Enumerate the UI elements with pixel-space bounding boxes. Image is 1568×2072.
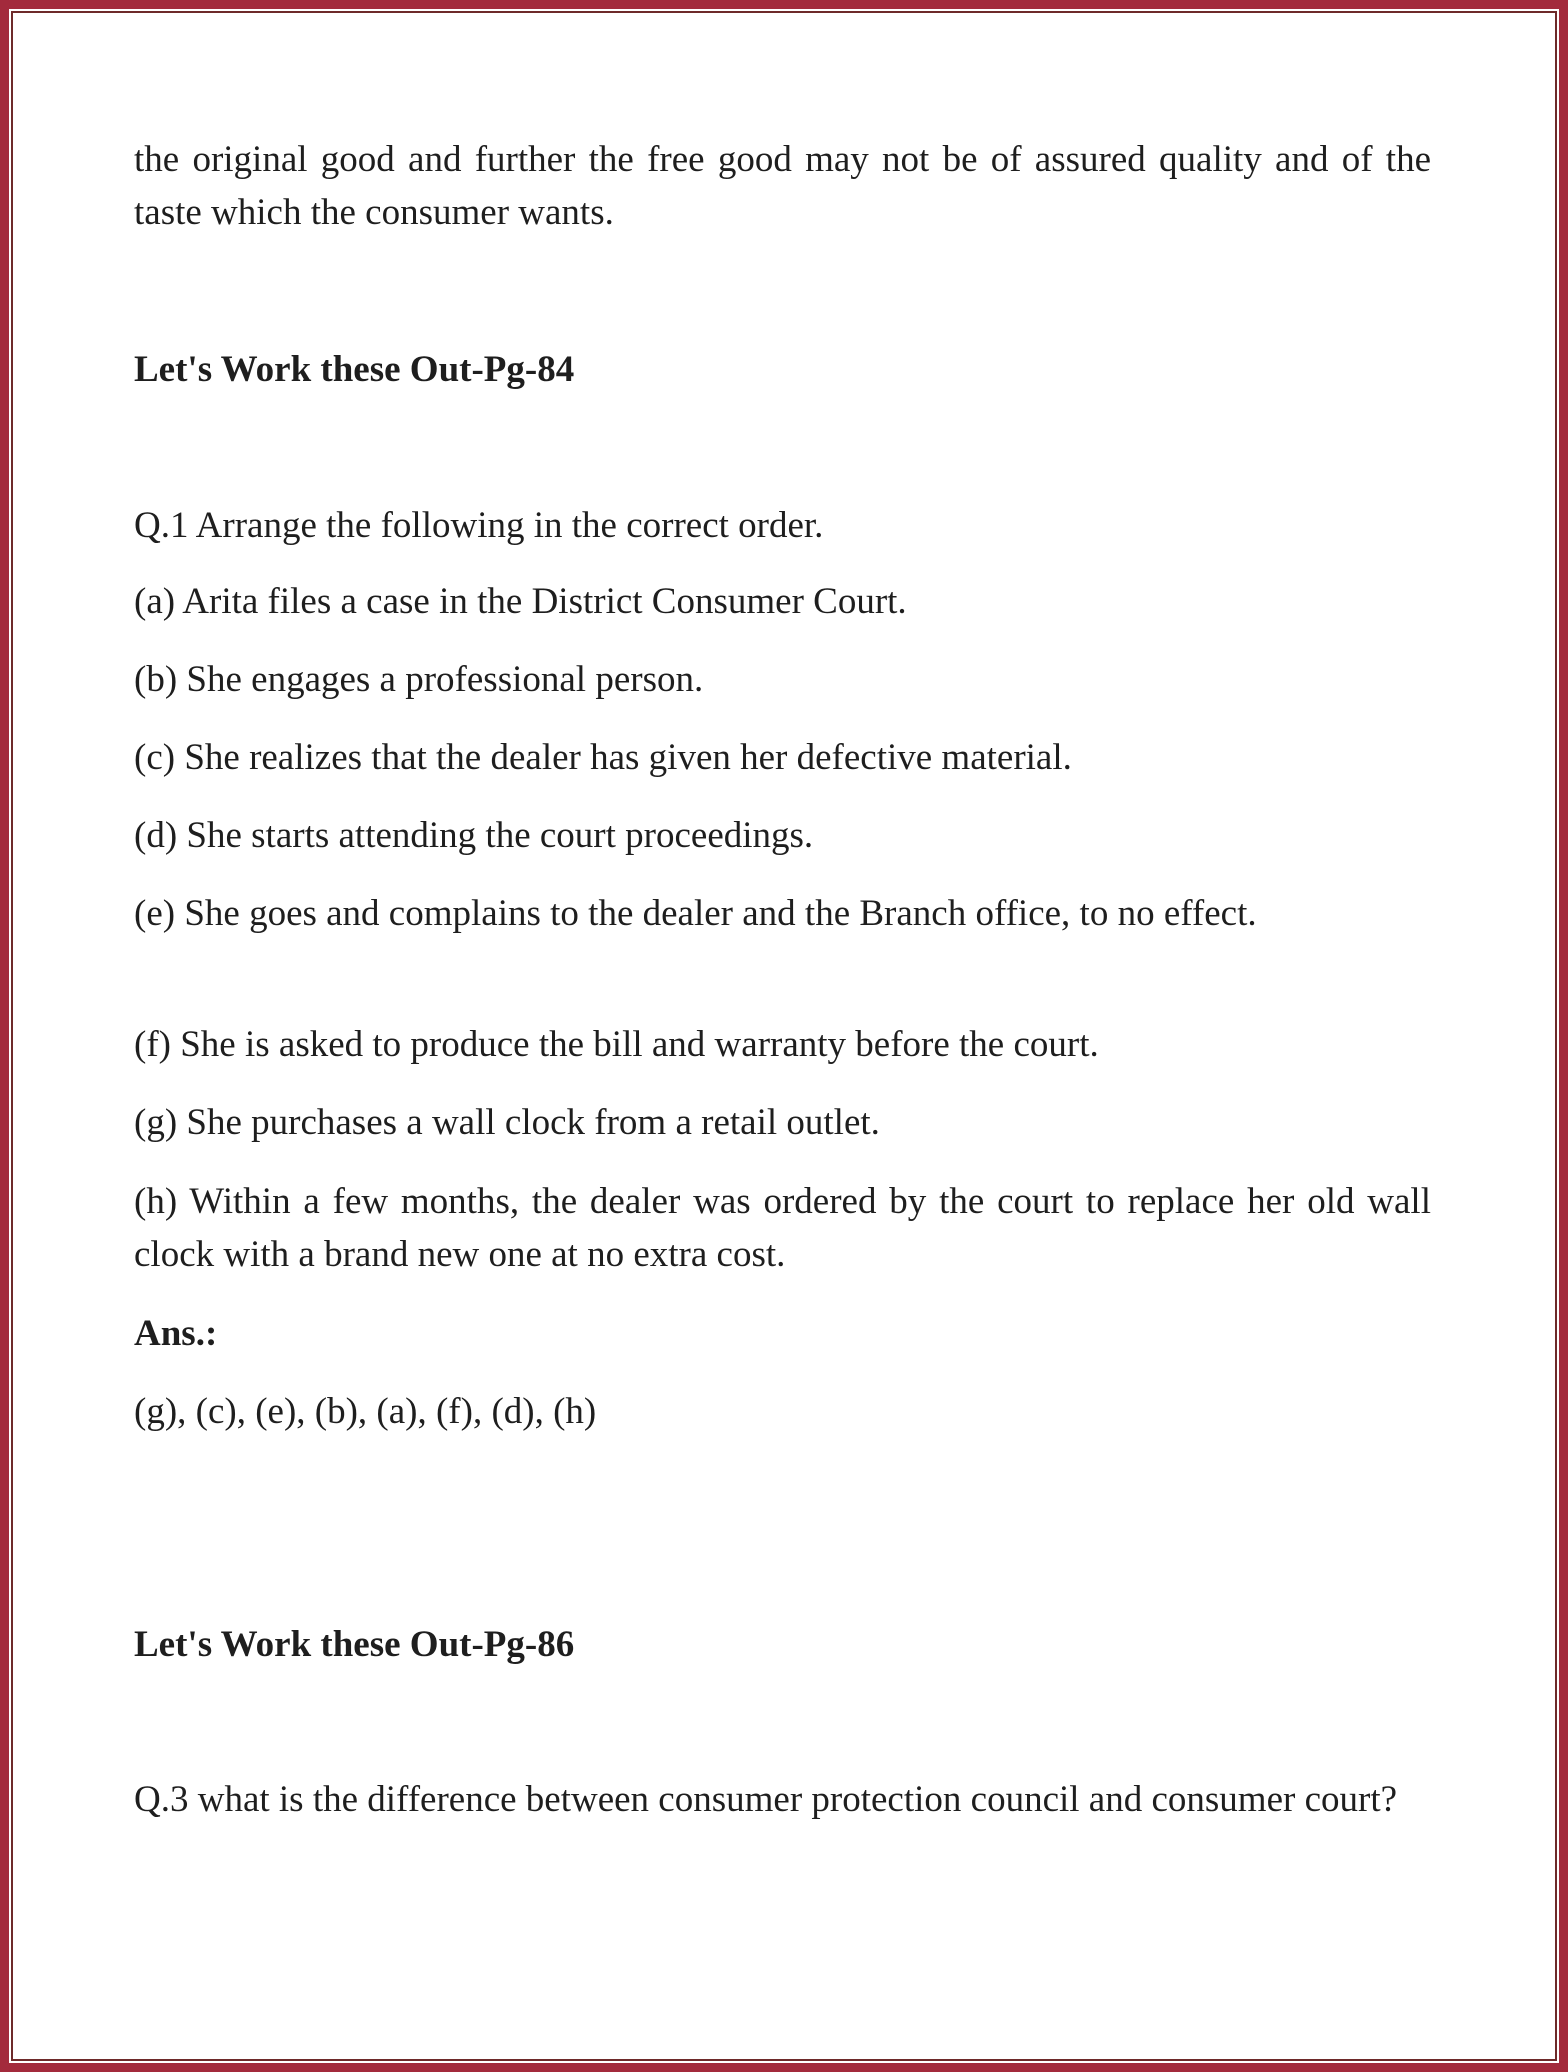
intro-paragraph: the original good and further the free good may not be of assured quality and of the taste which the consumer wants. xyxy=(134,139,1431,233)
option-d: (d) She starts attending the court proceedings. xyxy=(134,815,814,856)
option-b: (b) She engages a professional person. xyxy=(134,659,704,700)
option-e: (e) She goes and complains to the dealer and the Branch office, to no effect. xyxy=(134,893,1257,934)
answer-label: Ans.: xyxy=(134,1313,218,1354)
option-c: (c) She realizes that the dealer has given her defective material. xyxy=(134,737,1072,778)
question-3: Q.3 what is the difference between consumer protection council and consumer court? xyxy=(134,1779,1398,1820)
option-a: (a) Arita files a case in the District Consumer Court. xyxy=(134,581,907,622)
section-heading-pg84: Let's Work these Out-Pg-84 xyxy=(134,349,575,390)
answer-text: (g), (c), (e), (b), (a), (f), (d), (h) xyxy=(134,1391,597,1432)
option-g: (g) She purchases a wall clock from a retail outlet. xyxy=(134,1102,880,1143)
section-heading-pg86: Let's Work these Out-Pg-86 xyxy=(134,1624,575,1665)
option-f: (f) She is asked to produce the bill and warranty before the court. xyxy=(134,1024,1099,1065)
question-1: Q.1 Arrange the following in the correct order. xyxy=(134,505,824,546)
option-h: (h) Within a few months, the dealer was ordered by the court to replace her old wall clock with a brand new one at no extra cost. xyxy=(134,1181,1431,1275)
